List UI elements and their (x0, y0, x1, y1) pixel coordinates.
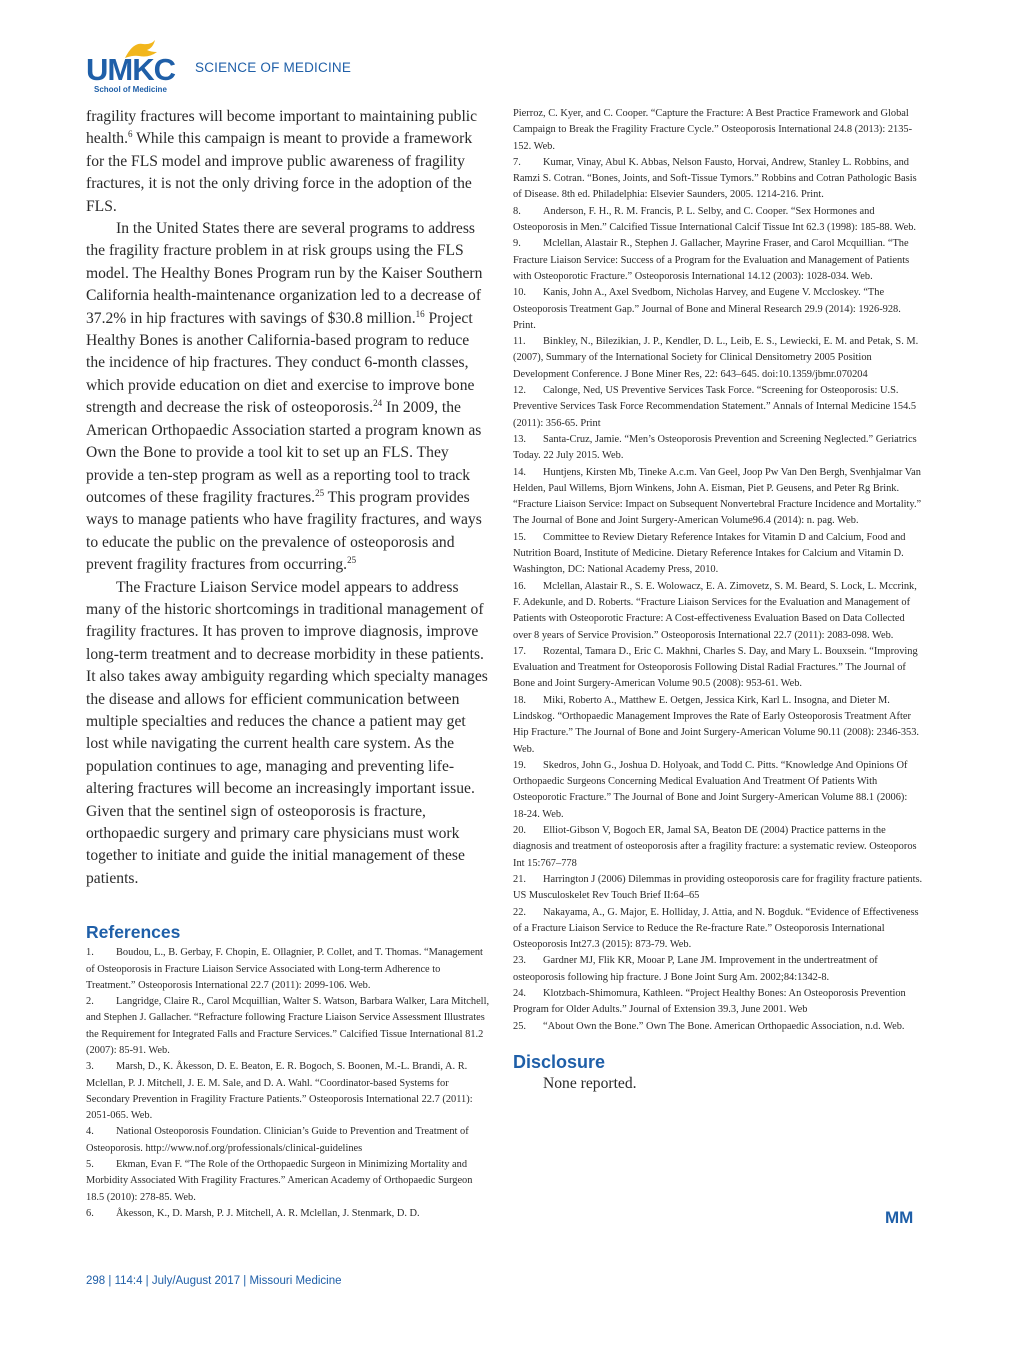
page-header (86, 38, 486, 98)
reference-number: 17. (513, 645, 526, 657)
reference-number: 22. (513, 906, 526, 918)
reference-text: Calonge, Ned, US Preventive Services Task Force. “Screening for Osteoporosis: U.S. Preventive Services Task Force Recommendation Statement.” Annals of Internal Medicine 154.5 (2011): 356-65. Print (513, 385, 917, 429)
references-items-right (513, 155, 923, 1035)
reference-item (513, 334, 923, 383)
reference-text: Elliot-Gibson V, Bogoch ER, Jamal SA, Beaton DE (2004) Practice patterns in the diagnosis and treatment of osteoporosis after a fragility fracture: a systematic review. Osteoporos Int 15:767–778 (513, 825, 917, 869)
reference-number: 7. (513, 156, 521, 168)
citation-sup: 25 (315, 487, 325, 498)
reference-number: 9. (513, 238, 521, 250)
reference-text: Anderson, F. H., R. M. Francis, P. L. Selby, and C. Cooper. “Sex Hormones and Osteoporosis in Men.” Calcified Tissue International Calcif Tissue Int 62.3 (1998): 185-88. Web. (513, 205, 917, 234)
reference-item (513, 872, 923, 905)
reference-item (513, 530, 923, 579)
references-heading: References (86, 922, 181, 943)
reference-item (513, 465, 923, 530)
references-list-right (513, 106, 923, 1035)
reference-text: Santa-Cruz, Jamie. “Men’s Osteoporosis Prevention and Screening Neglected.” Geriatrics Today. 22 July 2015. Web. (513, 433, 917, 462)
reference-item (513, 693, 923, 758)
reference-item (86, 1206, 492, 1222)
reference-number: 5. (86, 1159, 94, 1171)
reference-item (513, 204, 923, 237)
reference-text: Binkley, N., Bilezikian, J. P., Kendler, D. L., Leib, E. S., Lewiecki, E. M. and Petak, S. M. (2007), Summary of the International Society for Clinical Densitometry 2005 Position Development Conference. J Bone Miner Res, 22: 643–645. doi:10.1359/jbmr.070204 (513, 336, 919, 380)
reference-number: 18. (513, 694, 526, 706)
references-list-left (86, 945, 492, 1222)
reference-item (513, 644, 923, 693)
reference-item (513, 155, 923, 204)
reference-item (86, 994, 492, 1059)
reference-number: 19. (513, 759, 526, 771)
reference-number: 25. (513, 1020, 526, 1032)
reference-item (513, 986, 923, 1019)
disclosure-heading: Disclosure (513, 1051, 606, 1072)
reference-number: 1. (86, 947, 94, 959)
article-body (86, 106, 492, 890)
reference-text: “About Own the Bone.” Own The Bone. American Orthopaedic Association, n.d. Web. (543, 1020, 905, 1032)
reference-text: Nakayama, A., G. Major, E. Holliday, J. Attia, and N. Bogduk. “Evidence of Effectiveness of a Fracture Liaison Service to Reduce the Re-fracture Rate.” Osteoporosis International Osteoporosis Int27.3 (2015): 873-79. Web. (513, 906, 919, 951)
reference-text: Mclellan, Alastair R., S. E. Wolowacz, E. A. Zimovetz, S. M. Beard, S. Lock, L. Mccrink, F. Adekunle, and D. Roberts. “Fracture Liaison Services for the Evaluation and Management of Patients with Osteoporotic Fracture: A Cost-effectiveness Evaluation Based on Data Collected over 8 years of Service Provision.” Osteoporosis International 22.7 (2011): 2083-098. Web. (513, 580, 917, 641)
citation-sup: 16 (415, 308, 425, 319)
reference-text: Marsh, D., K. Åkesson, D. E. Beaton, E. R. Bogoch, S. Boonen, M.-L. Brandi, A. R. Mclellan, P. J. Mitchell, J. E. M. Sale, and D. A. Wahl. “Coordinator-based Systems for Secondary Prevention in Fragility Fracture Patients.” Osteoporosis International 22.7 (2011): 2051-065. Web. (86, 1061, 473, 1122)
reference-text: Mclellan, Alastair R., Stephen J. Gallacher, Mayrine Fraser, and Carol Mcquillian. “The Fracture Liaison Service: Success of a Program for the Evaluation and Management of Patients with Osteoporotic Fracture.” Osteoporosis International 14.12 (2003): 1028-034. Web. (513, 238, 910, 282)
reference-number: 14. (513, 466, 526, 478)
reference-number: 2. (86, 996, 94, 1008)
reference-item (513, 823, 923, 872)
reference-number: 3. (86, 1061, 94, 1073)
reference-item (513, 1019, 923, 1035)
reference-item (513, 383, 923, 432)
left-column (86, 106, 492, 1222)
reference-number: 6. (86, 1207, 94, 1219)
right-column (513, 106, 923, 1093)
reference-number: 4. (86, 1126, 94, 1138)
text-span: In the United States there are several programs to address the fragility fracture problem in at risk groups using the FLS model. The Healthy Bones Program run by the Kaiser Southern California health-maintenance organization led to a decrease of 37.2% in hip fractures with savings of $30.8 million. (86, 220, 483, 327)
reference-item (513, 285, 923, 334)
text-span: fragility fractures will become important to maintaining public health. (86, 108, 478, 148)
reference-number: 10. (513, 287, 526, 299)
reference-text: Committee to Review Dietary Reference Intakes for Vitamin D and Calcium, Food and Nutrition Board, Institute of Medicine. Dietary Reference Intakes for Calcium and Vitamin D. Washington, DC: National Academy Press, 2010. (513, 531, 906, 576)
end-mark: MM (885, 1208, 914, 1227)
reference-item (86, 945, 492, 994)
body-paragraph (86, 218, 492, 577)
reference-item (86, 1059, 492, 1124)
logo-subtext: School of Medicine (94, 85, 167, 94)
citation-sup: 6 (128, 129, 133, 140)
reference-number: 11. (513, 336, 526, 348)
reference-number: 20. (513, 825, 526, 837)
reference-text: Langridge, Claire R., Carol Mcquillian, Walter S. Watson, Barbara Walker, Lara Mitchell, and Stephen J. Gallacher. “Refracture following Fracture Liaison Service Assessment Illustrates the Requirement for Integrated Falls and Fracture Services.” Calcified Tissue International 81.2 (2007): 85-91. Web. (86, 996, 490, 1056)
reference-item (513, 905, 923, 954)
reference-text: Harrington J (2006) Dilemmas in providing osteoporosis care for fragility fracture patients. US Musculoskelet Rev Touch Brief II:64–65 (513, 873, 923, 902)
reference-item (86, 1157, 492, 1206)
reference-text: Rozental, Tamara D., Eric C. Makhni, Charles S. Day, and Mary L. Bouxsein. “Improving Evaluation and Treatment for Osteoporosis Following Distal Radial Fractures.” The Journal of Bone and Joint Surgery-American Volume 90.5 (2008): 953-61. Web. (513, 645, 918, 690)
umkc-logo (86, 38, 186, 96)
reference-item (513, 953, 923, 986)
reference-text: National Osteoporosis Foundation. Clinician’s Guide to Prevention and Treatment of Osteoporosis. http://www.nof.org/professionals/clinical-guidelines (86, 1126, 469, 1154)
reference-text: Kumar, Vinay, Abul K. Abbas, Nelson Fausto, Horvai, Andrew, Stanley L. Robbins, and Ramzi S. Cotran. “Bones, Joints, and Soft-Tissue Tymors.” Robbins and Cotran Pathologic Basis of Disease. 8th ed. Philadelphia: Elsevier Saunders, 2005. 1214-216. Print. (513, 156, 917, 201)
reference-number: 12. (513, 385, 526, 397)
body-paragraph (86, 106, 492, 218)
text-span: This program provides ways to manage patients who have fragility fractures, and ways to educate the public on the prevalence of osteoporosis and prevent fragility fractures from occurring. (86, 488, 482, 574)
reference-item (513, 758, 923, 823)
reference-item (513, 236, 923, 285)
text-span: In 2009, the American Orthopaedic Association started a program known as Own the Bone to provide a tool kit to set up an FLS. They provide a ten-step program as well as a reporting tool to track outcomes of these fragility fractures. (86, 399, 482, 506)
reference-number: 24. (513, 988, 526, 1000)
reference-text: Åkesson, K., D. Marsh, P. J. Mitchell, A. R. Mclellan, J. Stenmark, D. D. (116, 1207, 420, 1219)
section-title: SCIENCE OF MEDICINE (195, 60, 352, 75)
disclosure-text: None reported. (543, 1074, 637, 1092)
reference-item (86, 1124, 492, 1157)
citation-sup: 24 (373, 398, 383, 409)
reference-number: 23. (513, 955, 526, 967)
reference-text: Boudou, L., B. Gerbay, F. Chopin, E. Ollagnier, P. Collet, and T. Thomas. “Management of Osteoporosis in Fracture Liaison Service Associated with Long-term Adherence to Treatment.” Osteoporosis International 22.7 (2011): 2099-106. Web. (86, 947, 483, 991)
reference-continuation: Pierroz, C. Kyer, and C. Cooper. “Capture the Fracture: A Best Practice Framework and Global Campaign to Break the Fragility Fracture Cycle.” Osteoporosis International 24.8 (2013): 2135-152. Web. (513, 108, 913, 152)
logo-wordmark: UMKC (86, 52, 175, 87)
text-span: Project Healthy Bones is another California-based program to reduce the incidence of hip fractures. They conduct 6-month classes, which provide education on diet and exercise to improve bone strength and decrease the risk of osteoporosis. (86, 309, 475, 417)
reference-number: 15. (513, 531, 526, 543)
reference-text: Miki, Roberto A., Matthew E. Oetgen, Jessica Kirk, Karl L. Insogna, and Dieter M. Lindskog. “Orthopaedic Management Improves the Rate of Early Osteoporosis Treatment After Hip Fracture.” The Journal of Bone and Joint Surgery-American Volume 90.11 (2008): 2346-353. Web. (513, 694, 920, 755)
reference-text: Klotzbach-Shimomura, Kathleen. “Project Healthy Bones: An Osteoporosis Prevention Program for Older Adults.” Journal of Extension 39.3, June 2001. Web (513, 988, 906, 1016)
reference-number: 13. (513, 433, 526, 445)
reference-text: Ekman, Evan F. “The Role of the Orthopaedic Surgeon in Minimizing Mortality and Morbidity Associated With Fragility Fractures.” American Academy of Orthopaedic Surgeon 18.5 (2010): 278-85. Web. (86, 1159, 473, 1203)
reference-text: Huntjens, Kirsten Mb, Tineke A.c.m. Van Geel, Joop Pw Van Den Bergh, Svenhjalmar Van Helden, Paul Willems, Bjorn Winkens, John A. Eisman, Piet P. Geusens, and Peter Rg Brink. “Fracture Liaison Service: Impact on Subsequent Nonvertebral Fracture Incidence and Mortality.” The Journal of Bone and Joint Surgery-American Volume96.4 (2014): n. pag. Web. (513, 466, 922, 527)
body-paragraph: The Fracture Liaison Service model appears to address many of the historic shortcomings in traditional management of fragility fractures. It has proven to improve diagnosis, improve long-term treatment and to decrease morbidity in these patients. It also takes away ambiguity regarding which specialty manages the disease and allows for efficient communication between multiple specialties and reduces the chance a patient may get lost while navigating the current health care system. As the population continues to age, managing and preventing life-altering fractures will become an increasingly important issue. Given that the sentinel sign of osteoporosis is fracture, orthopaedic surgery and primary care physicians must work together to initiate and guide the initial management of these patients. (86, 578, 488, 887)
reference-number: 16. (513, 580, 526, 592)
reference-number: 8. (513, 205, 521, 217)
reference-text: Kanis, John A., Axel Svedbom, Nicholas Harvey, and Eugene V. Mccloskey. “The Osteoporosis Treatment Gap.” Journal of Bone and Mineral Research 29.9 (2014): 1926-928. Print. (513, 287, 901, 331)
reference-item (513, 432, 923, 465)
reference-number: 21. (513, 873, 526, 885)
text-span: While this campaign is meant to provide a framework for the FLS model and improve public awareness of fragility fractures, it is not the only driving force in the adoption of the FLS. (86, 130, 473, 215)
reference-item (513, 579, 923, 644)
reference-text: Gardner MJ, Flik KR, Mooar P, Lane JM. Improvement in the undertreatment of osteoporosis following hip fracture. J Bone Joint Surg Am. 2002;84:1342-8. (513, 955, 878, 983)
reference-text: Skedros, John G., Joshua D. Holyoak, and Todd C. Pitts. “Knowledge And Opinions Of Orthopaedic Surgeons Concerning Medical Evaluation And Treatment Of Patients With Osteoporotic Fracture.” The Journal of Bone and Joint Surgery-American Volume 88.1 (2006): 18-24. Web. (513, 759, 908, 820)
citation-sup: 25 (347, 554, 357, 565)
page-footer: 298 | 114:4 | July/August 2017 | Missouri Medicine (86, 1275, 342, 1287)
